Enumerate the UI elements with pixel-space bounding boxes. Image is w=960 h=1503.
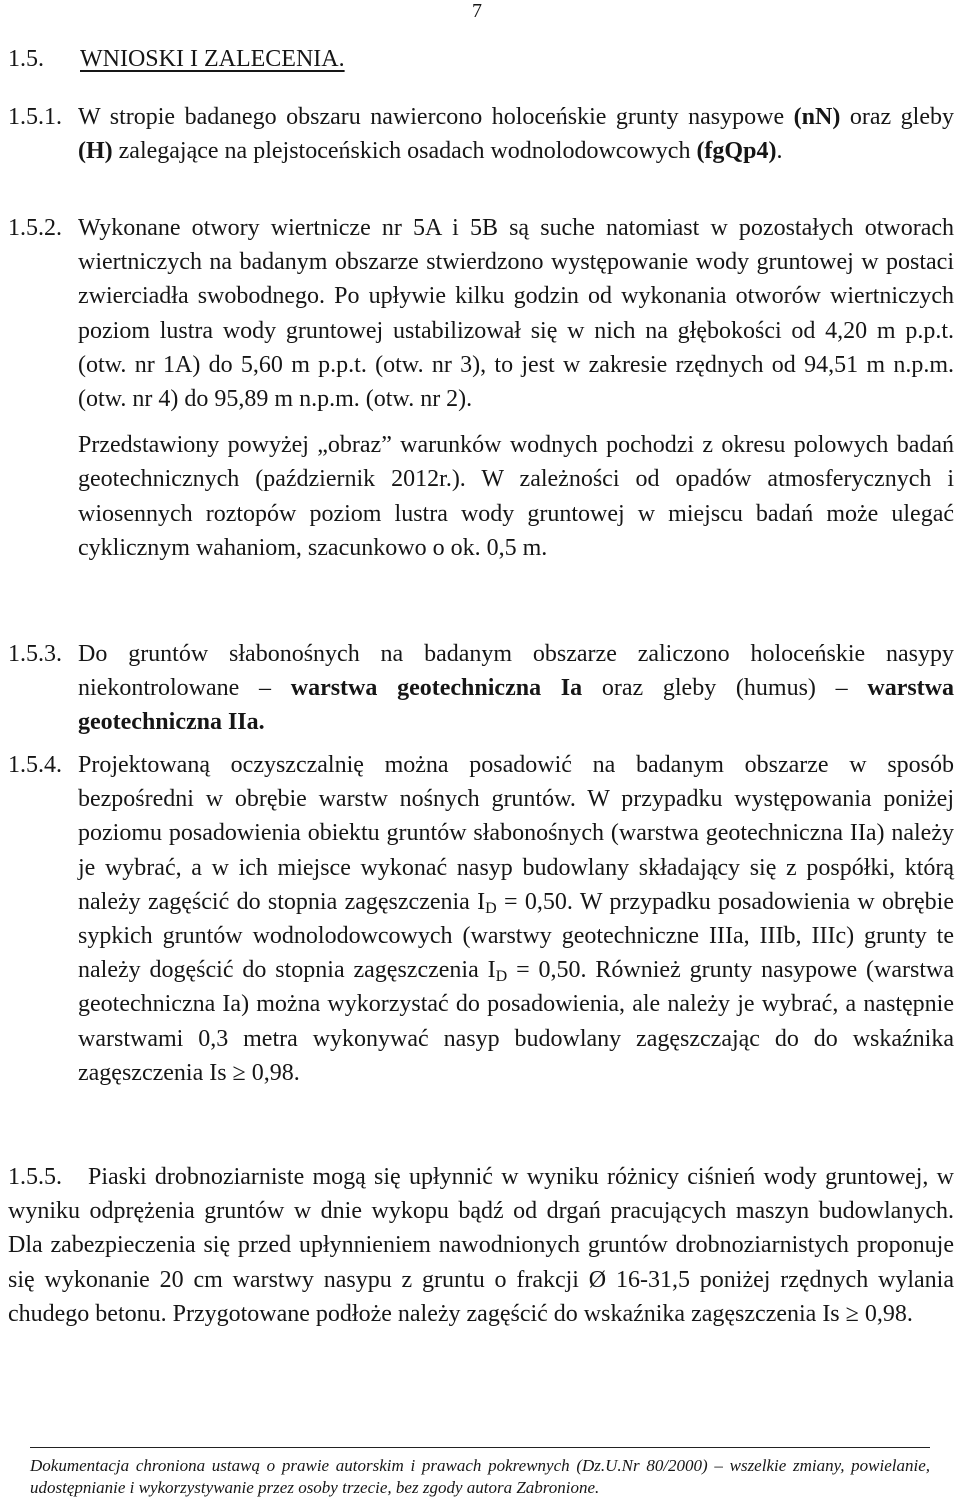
item-number: 1.5.2. — [8, 215, 62, 241]
item-paragraph: 1.5.5. Piaski drobnoziarniste mogą się upłynnić w wyniku różnicy ciśnień wody gruntowej, w wyniku odprężenia gruntów w dnie wykopu bądź od drgań pracujących maszyn budowlanych. Dla zabezpieczenia się przed upłynnieniem nawodnionych gruntów drobnoziarnistych proponuje się wykonanie 20 cm warstwy nasypu z gruntu o frakcji Ø 16-31,5 poniżej rzędnych wylania chudego betonu. Przygotowane podłoże należy zagęścić do wskaźnika zagęszczenia Is ≥ 0,98. — [8, 1160, 954, 1331]
item-1-5-1 — [8, 100, 954, 168]
item-number: 1.5.3. — [8, 641, 62, 667]
item-paragraph: Projektowaną oczyszczalnię można posadowić na badanym obszarze w sposób bezpośredni w obrębie warstw nośnych gruntów. W przypadku występowania poniżej poziomu posadowienia obiektu gruntów słabonośnych (warstwa geotechniczna IIa) należy je wybrać, a w ich miejsce wykonać nasyp budowlany składający się z pospółki, którą należy zagęścić do stopnia zagęszczenia $I_D = 0,50$. W przypadku posadowienia w obrębie sypkich gruntów wodnolodowcowych (warstwy geotechniczne IIIa, IIIb, IIIc) grunty te należy dogęścić do stopnia zagęszczenia $I_D = 0,50$. Również grunty nasypowe (warstwa geotechniczna Ia) można wykorzystać do posadowienia, ale należy je wybrać, a następnie warstwami 0,3 metra wykonywać nasyp budowlany zagęszczając do do wskaźnika zagęszczenia Is ≥ 0,98. — [78, 752, 955, 1086]
item-number: 1.5.4. — [8, 752, 62, 778]
item-1-5-2 — [8, 211, 954, 565]
item-1-5-3 — [8, 637, 955, 740]
item-1-5-4 — [8, 748, 955, 1090]
item-paragraph: Przedstawiony powyżej „obraz” warunków wodnych pochodzi z okresu polowych badań geotechnicznych (październik 2012r.). W zależności od opadów atmosferycznych i wiosennych roztopów poziom lustra wody gruntowej w miejscu badań może ulegać cyklicznym wahaniom, szacunkowo o ok. 0,5 m. — [78, 432, 954, 561]
section-heading — [8, 44, 345, 74]
item-paragraph: W stropie badanego obszaru nawiercono holoceńskie grunty nasypowe (nN) oraz gleby (H) zalegające na plejstoceńskich osadach wodnolodowcowych (fgQp4). — [78, 104, 954, 165]
footer-divider — [30, 1447, 930, 1448]
section-number: 1.5. — [8, 46, 44, 72]
item-paragraph: Wykonane otwory wiertnicze nr 5A i 5B są suche natomiast w pozostałych otworach wiertniczych na badanym obszarze stwierdzono występowanie wody gruntowej w postaci zwierciadła swobodnego. Po upływie kilku godzin od wykonania otworów wiertniczych poziom lustra wody gruntowej ustabilizował się w nich na głębokości od 4,20 m p.p.t. (otw. nr 1A) do 5,60 m p.p.t. (otw. nr 3), to jest w zakresie rzędnych od 94,51 m n.p.m. (otw. nr 4) do 95,89 m n.p.m. (otw. nr 2). — [78, 215, 954, 413]
section-title: WNIOSKI I ZALECENIA. — [80, 46, 345, 72]
item-paragraph: Do gruntów słabonośnych na badanym obszarze zaliczono holoceńskie nasypy niekontrolowane – warstwa geotechniczna Ia oraz gleby (humus) – warstwa geotechniczna IIa. — [78, 641, 955, 736]
item-number: 1.5.5. — [8, 1164, 62, 1190]
footer-notice: Dokumentacja chroniona ustawą o prawie autorskim i prawach pokrewnych (Dz.U.Nr 80/2000) – wszelkie zmiany, powielanie, udostępnianie i wykorzystywanie przez osoby trzecie, bez zgody autora Zabronione. — [30, 1456, 930, 1497]
page-number: 7 — [472, 0, 482, 22]
item-1-5-5 — [8, 1160, 954, 1331]
item-number: 1.5.1. — [8, 104, 62, 130]
